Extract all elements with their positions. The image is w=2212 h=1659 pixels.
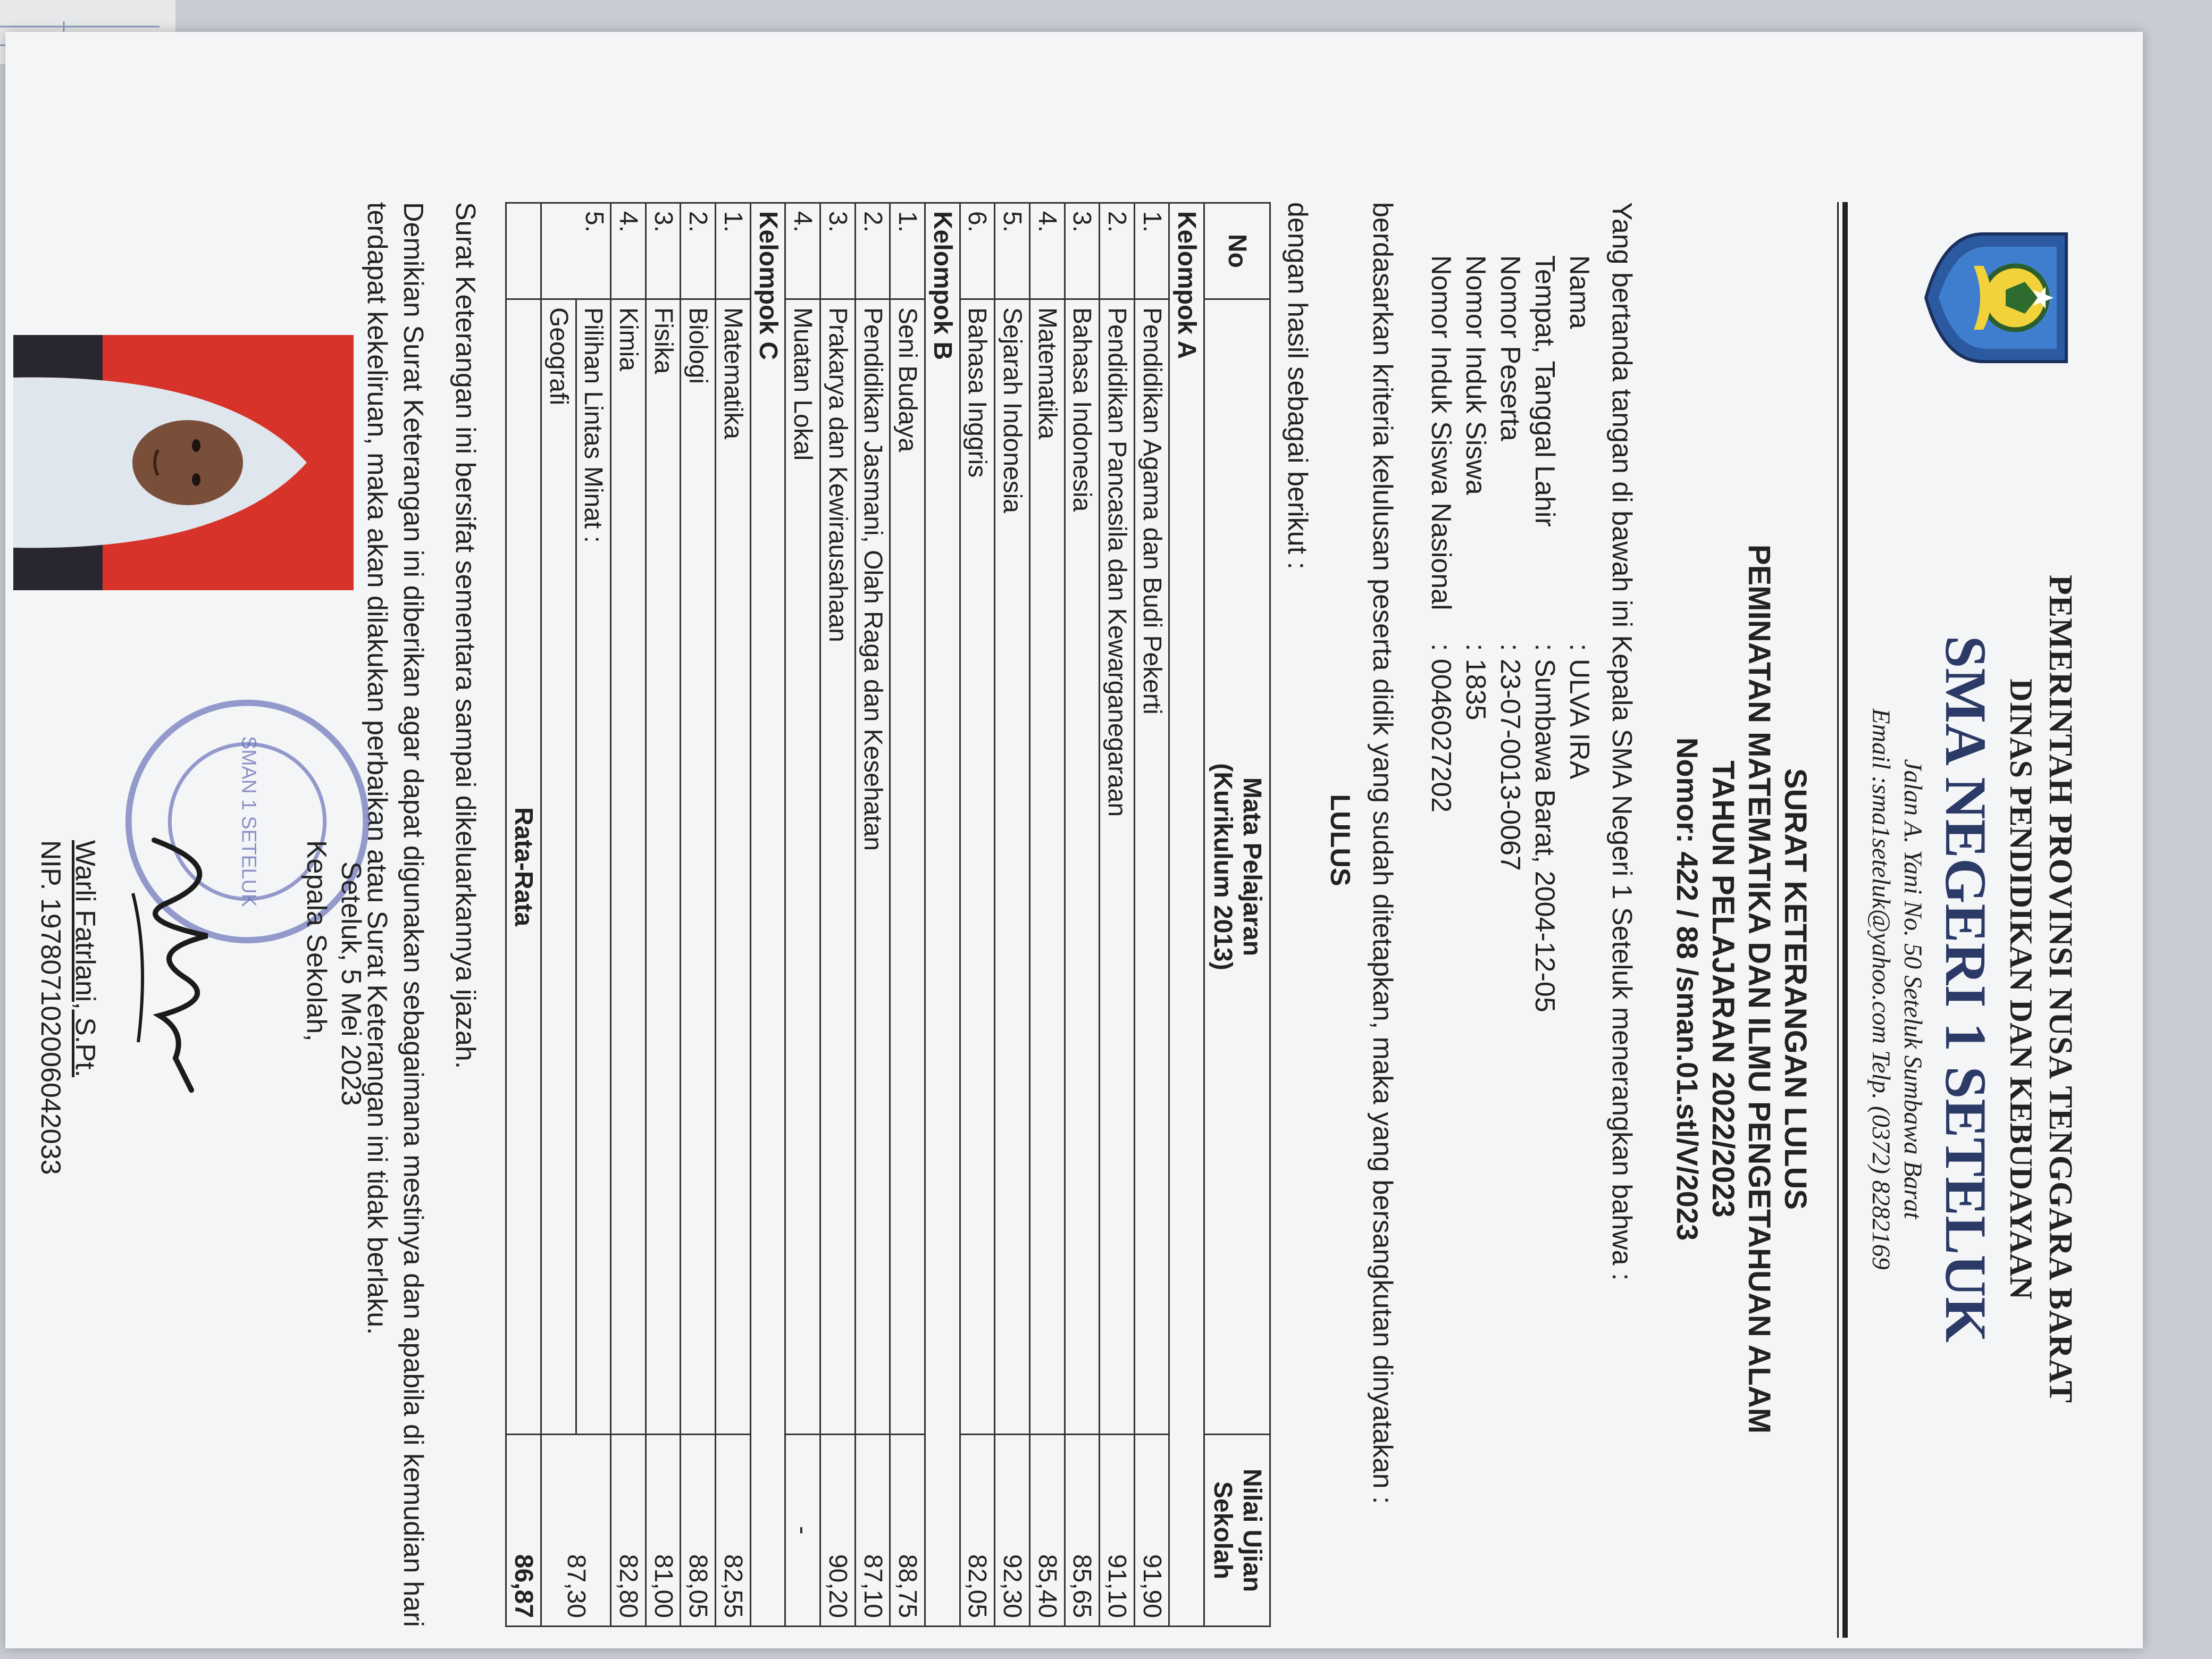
student-name-value: : ULVA IRA [1564,643,1595,780]
grades-table [505,202,1271,1627]
row-score: 85,40 [1029,1435,1065,1627]
result-status: LULUS [1325,794,1355,886]
row-subject: Muatan Lokal [785,299,820,1435]
row-subject: Fisika [646,299,681,1435]
row-subject: Bahasa Inggris [960,299,995,1435]
table-row [1029,203,1065,1627]
student-nis-value: : 1835 [1460,643,1491,720]
row-subject: Prakarya dan Kewirausahaan [820,299,856,1435]
header-school-name: SMA NEGERI 1 SETELUK [1933,635,1998,1343]
handwritten-signature [112,830,250,1127]
row-no: 3. [820,203,856,299]
student-birth-label: Tempat, Tanggal Lahir [1529,255,1560,527]
group-c-label: Kelompok C [750,203,785,1627]
row-no: 3. [1065,203,1100,299]
row-no: 2. [855,203,890,299]
average-row [506,203,541,1627]
header-subject-line2: (Kurikulum 2013) [1208,763,1237,970]
row-subject-elective: Geografi [541,299,576,1435]
certificate-document [5,32,2143,1648]
signatory-name: Warli Fatrlani, S.Pt. [70,840,100,1077]
row-subject: Matematika [716,299,751,1435]
header-divider-thick [1842,202,1848,1638]
row-no: 1. [1134,203,1169,299]
row-subject: Kimia [611,299,646,1435]
row-score: 91,10 [1100,1435,1135,1627]
row-score: 87,30 [541,1435,610,1627]
row-no: 4. [1029,203,1065,299]
header-department: DINAS PENDIDIKAN DAN KEBUDAYAAN [2004,678,2039,1300]
student-nisn-label: Nomor Induk Siswa Nasional [1426,255,1456,610]
svg-text:SMAN 1 SETELUK: SMAN 1 SETELUK [238,736,261,907]
row-score: 90,20 [820,1435,856,1627]
row-no: 1. [890,203,925,299]
header-address: Jalan A. Yani No. 50 Seteluk Sumbawa Barat [1899,759,1927,1219]
row-no: 2. [681,203,716,299]
row-subject: Pendidikan Jasmani, Olah Raga dan Kesehatan [855,299,890,1435]
table-row [960,203,995,1627]
table-row [855,203,890,1627]
average-spacer [506,203,541,299]
group-row [750,203,785,1627]
table-row [541,203,576,1627]
intro-text: Yang bertanda tangan di bawah ini Kepala SMA Negeri 1 Seteluk menerangkan bahwa : [1606,202,1637,1281]
student-exam-number-value: : 23-07-0013-0067 [1495,643,1526,871]
student-nis-label: Nomor Induk Siswa [1460,255,1491,495]
header-score-line1: Nilai Ujian [1237,1468,1266,1593]
header-no: No [1204,203,1270,299]
row-no: 1. [716,203,751,299]
table-header-row [1204,203,1270,1627]
row-score: 82,80 [611,1435,646,1627]
table-row [995,203,1030,1627]
row-score: - [785,1435,820,1627]
average-label: Rata-Rata [506,299,541,1435]
student-name-label: Nama [1564,255,1595,329]
row-score: 88,05 [681,1435,716,1627]
document-specialization: PEMINATAN MATEMATIKA DAN ILMU PENGETAHUAN ALAM [1742,544,1777,1434]
group-row [1169,203,1204,1627]
document-academic-year: TAHUN PELAJARAN 2022/2023 [1706,760,1740,1218]
table-row [785,203,820,1627]
table-row [890,203,925,1627]
row-no: 4. [611,203,646,299]
group-a-label: Kelompok A [1169,203,1204,1627]
document-number: Nomor: 422 / 88 /sman.01.stl/V/2023 [1671,737,1704,1241]
header-score [1204,1435,1270,1627]
row-score: 88,75 [890,1435,925,1627]
row-subject: Bahasa Indonesia [1065,299,1100,1435]
group-row [925,203,960,1627]
group-b-label: Kelompok B [925,203,960,1627]
table-row [646,203,681,1627]
row-no: 4. [785,203,820,299]
row-subject: Seni Budaya [890,299,925,1435]
row-subject: Biologi [681,299,716,1435]
row-subject: Sejarah Indonesia [995,299,1030,1435]
row-subject: Pendidikan Agama dan Budi Pekerti [1134,299,1169,1435]
row-no: 2. [1100,203,1135,299]
temporary-note: Surat Keterangan ini bersifat sementara sampai dikeluarkannya ijazah. [450,202,481,1069]
row-score: 87,10 [855,1435,890,1627]
average-value: 86,87 [506,1435,541,1627]
row-score: 92,30 [995,1435,1030,1627]
signature-role: Kepala Sekolah, [301,840,332,1042]
header-score-line2: Sekolah [1208,1481,1237,1580]
student-exam-number-label: Nomor Peserta [1495,255,1526,441]
table-row [1100,203,1135,1627]
row-score: 81,00 [646,1435,681,1627]
nusa-tenggara-barat-emblem-icon [1920,218,2079,378]
student-birth-value: : Sumbawa Barat, 2004-12-05 [1529,643,1560,1012]
row-no: 5. [541,203,610,299]
row-score: 82,55 [716,1435,751,1627]
table-row [1065,203,1100,1627]
row-no: 6. [960,203,995,299]
table-row [681,203,716,1627]
header-subject [1204,299,1270,1435]
table-row [716,203,751,1627]
row-score: 82,05 [960,1435,995,1627]
signature-city-date: Seteluk, 5 Mei 2023 [336,861,366,1106]
criteria-text: berdasarkan kriteria kelulusan peserta didik yang sudah ditetapkan, maka yang bersangkutan dinyatakan : [1367,202,1398,1504]
document-title: SURAT KETERANGAN LULUS [1778,768,1813,1210]
closing-paragraph: Demikian Surat Keterangan ini diberikan agar dapat digunakan sebagaimana mestinya dan apabila di kemudian hari terdapat kekeliruan, maka akan dilakukan perbaikan atau Surat Keterangan ini tidak berlaku. [362,202,429,1627]
signatory-nip: NIP. 197807102006042033 [35,840,66,1175]
row-subject: Matematika [1029,299,1065,1435]
result-intro: dengan hasil sebagai berikut : [1282,202,1313,569]
student-nisn-value: : 0046027202 [1426,643,1456,813]
table-row [820,203,856,1627]
table-row [576,203,611,1627]
header-divider-thin [1837,202,1839,1638]
header-contact: Email :sma1seteluk@yahoo.com Telp. (0372) 8282169 [1867,708,1895,1270]
table-row [1134,203,1169,1627]
row-subject: Pendidikan Pancasila dan Kewarganegaraan [1100,299,1135,1435]
row-no: 3. [646,203,681,299]
header-subject-line1: Mata Pelajaran [1237,777,1266,957]
row-score: 85,65 [1065,1435,1100,1627]
row-no: 5. [995,203,1030,299]
row-score: 91,90 [1134,1435,1169,1627]
header-province: PEMERINTAH PROVINSI NUSA TENGGARA BARAT [2042,574,2079,1404]
table-row [611,203,646,1627]
row-subject: Pilihan Lintas Minat : [576,299,611,1435]
student-photo [11,335,356,590]
